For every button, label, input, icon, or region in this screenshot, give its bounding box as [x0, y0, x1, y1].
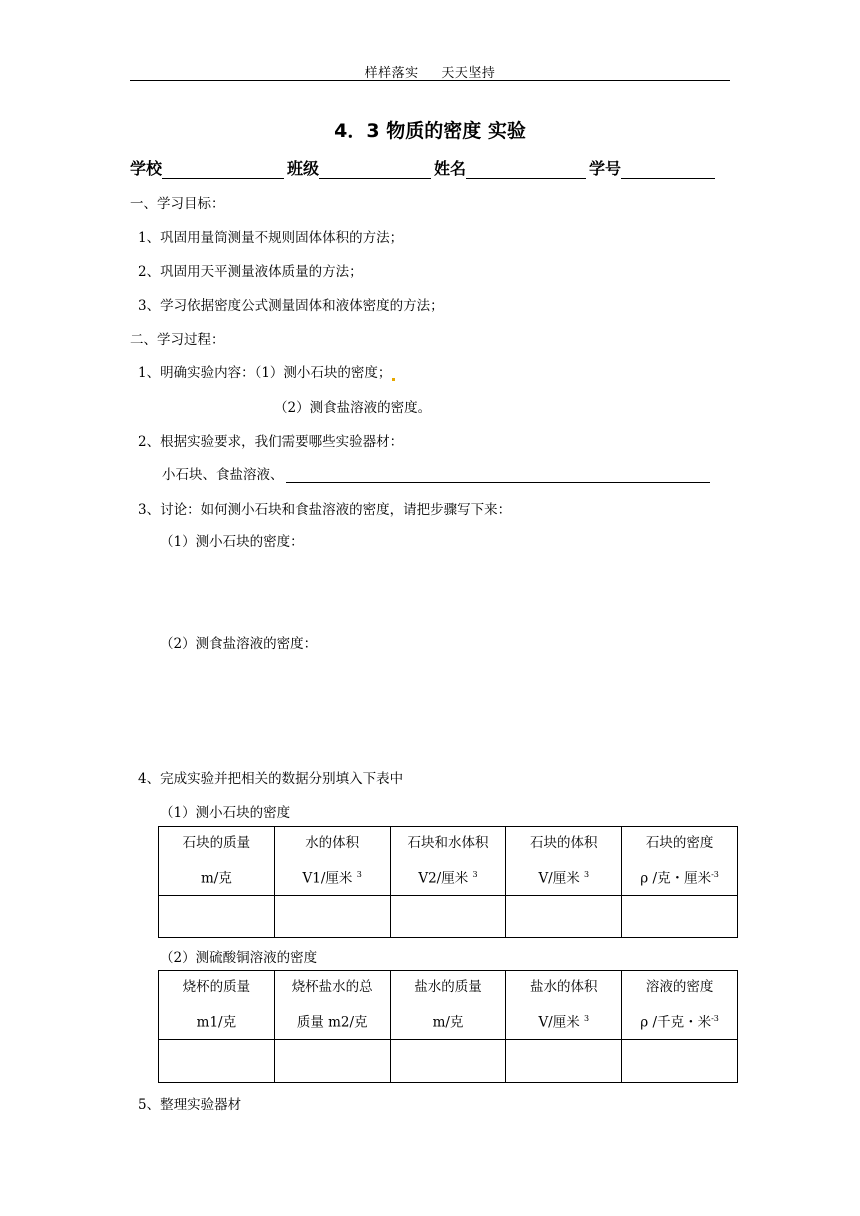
table2-input-cell[interactable] — [506, 1040, 622, 1083]
table1-header-cell: 石块的体积 V/厘米 $^3$ — [506, 827, 622, 896]
table1-input-cell[interactable] — [274, 895, 390, 937]
section1-heading: 一、学习目标： — [130, 196, 225, 212]
class-label: 班级 — [287, 159, 320, 178]
step1b-text: （2）测食盐溶液的密度。 — [274, 400, 432, 416]
step4-text: 4、完成实验并把相关的数据分别填入下表中 — [138, 771, 404, 787]
table2-header-cell: 烧杯盐水的总 质量 m2/克 — [274, 971, 390, 1040]
equipment-line — [162, 463, 710, 483]
step5-text: 5、整理实验器材 — [138, 1097, 242, 1113]
name-label: 姓名 — [434, 159, 467, 178]
table2-input-cell[interactable] — [159, 1040, 275, 1083]
solution-density-table — [158, 970, 738, 1083]
step3-text: 3、讨论：如何测小石块和食盐溶液的密度，请把步骤写下来： — [138, 502, 512, 518]
table1-input-cell[interactable] — [159, 895, 275, 937]
table2-input-cell[interactable] — [390, 1040, 506, 1083]
step1-text — [138, 361, 396, 381]
step2-text: 2、根据实验要求，我们需要哪些实验器材： — [138, 434, 404, 450]
table1-data-row — [159, 895, 738, 937]
school-label: 学校 — [130, 159, 163, 178]
table1-header-cell: 水的体积 V1/厘米 $^3$ — [274, 827, 390, 896]
step3b-text: （2）测食盐溶液的密度： — [160, 636, 318, 652]
header-right-motto: 天天坚持 — [441, 66, 496, 81]
school-field[interactable] — [162, 160, 284, 179]
table1-caption: （1）测小石块的密度 — [160, 805, 291, 821]
table2-header-row — [159, 971, 738, 1040]
table2-header-cell: 盐水的质量 m/克 — [390, 971, 506, 1040]
table1-header-cell: 石块和水体积 V2/厘米 $^3$ — [390, 827, 506, 896]
section2-heading: 二、学习过程： — [130, 332, 225, 348]
page-title: 4．3 物质的密度 实验 — [334, 120, 526, 142]
table1-input-cell[interactable] — [506, 895, 622, 937]
header-divider — [130, 80, 730, 81]
table2-input-cell[interactable] — [622, 1040, 738, 1083]
goal-item-1: 1、巩固用量筒测量不规则固体体积的方法； — [138, 230, 404, 246]
number-field[interactable] — [621, 160, 715, 179]
step3a-text: （1）测小石块的密度： — [160, 534, 304, 550]
table2-caption: （2）测硫酸铜溶液的密度 — [160, 950, 318, 966]
student-info-row — [130, 156, 730, 179]
table2-header-cell: 溶液的密度 ρ /千克・米$^{-3}$ — [622, 971, 738, 1040]
revision-mark — [392, 378, 395, 381]
table1-header-cell: 石块的密度 ρ /克・厘米$^{-3}$ — [622, 827, 738, 896]
table2-header-cell: 盐水的体积 V/厘米 $^3$ — [506, 971, 622, 1040]
rock-density-table — [158, 826, 738, 938]
header-left-motto: 样样落实 — [364, 66, 419, 81]
number-label: 学号 — [589, 159, 622, 178]
page-header — [0, 62, 860, 81]
table1-input-cell[interactable] — [390, 895, 506, 937]
table2-input-cell[interactable] — [274, 1040, 390, 1083]
table1-input-cell[interactable] — [622, 895, 738, 937]
goal-item-2: 2、巩固用天平测量液体质量的方法； — [138, 264, 363, 280]
step1-label: 1、明确实验内容：（1）测小石块的密度； — [138, 365, 392, 381]
table2-data-row — [159, 1040, 738, 1083]
goal-item-3: 3、学习依据密度公式测量固体和液体密度的方法； — [138, 298, 444, 314]
name-field[interactable] — [466, 160, 586, 179]
equipment-prefix: 小石块、食盐溶液、 — [162, 467, 284, 483]
table1-header-row — [159, 827, 738, 896]
class-field[interactable] — [319, 160, 431, 179]
equipment-field[interactable] — [286, 468, 710, 483]
table1-header-cell: 石块的质量 m/克 — [159, 827, 275, 896]
table2-header-cell: 烧杯的质量 m1/克 — [159, 971, 275, 1040]
